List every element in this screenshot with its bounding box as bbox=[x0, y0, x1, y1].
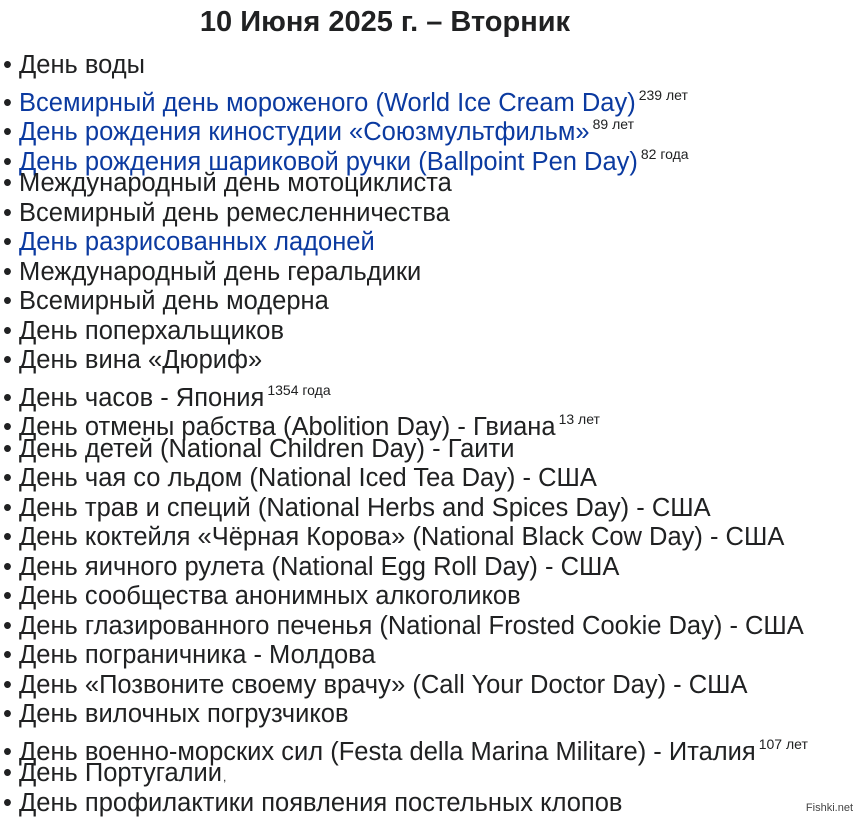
bullet-icon: • bbox=[3, 118, 12, 146]
list-item bbox=[3, 199, 808, 229]
list-item bbox=[3, 317, 808, 347]
holiday-label: Международный день геральдики bbox=[19, 257, 422, 286]
holiday-label: Международный день мотоциклиста bbox=[19, 169, 452, 197]
list-item bbox=[3, 405, 808, 441]
holiday-link[interactable]: День рождения киностудии «Союзмультфильм» bbox=[19, 118, 590, 146]
bullet-icon: • bbox=[3, 316, 12, 345]
holiday-label: День отмены рабства (Abolition Day) - Гвиана bbox=[19, 413, 556, 441]
anniversary-age: 13 лет bbox=[558, 411, 600, 427]
list-item bbox=[3, 730, 808, 766]
anniversary-age: 107 лет bbox=[758, 735, 808, 752]
holiday-label: Всемирный день ремесленничества bbox=[19, 198, 450, 227]
bullet-icon: • bbox=[3, 88, 12, 117]
anniversary-age: 1354 года bbox=[267, 381, 331, 398]
bullet-icon: • bbox=[3, 169, 12, 197]
bullet-icon: • bbox=[3, 670, 12, 699]
list-item bbox=[3, 641, 808, 671]
list-item bbox=[3, 582, 808, 612]
holiday-label: День вина «Дюриф» bbox=[19, 346, 263, 374]
holiday-label: День «Позвоните своему врачу» (Call Your Doctor Day) - США bbox=[19, 670, 748, 699]
watermark: Fishki.net bbox=[805, 802, 853, 814]
holiday-label: День глазированного печенья (National Frosted Cookie Day) - США bbox=[19, 611, 804, 640]
list-item[interactable] bbox=[3, 140, 808, 176]
holiday-label: День яичного рулета (National Egg Roll Day) - США bbox=[19, 552, 620, 581]
list-item bbox=[3, 169, 808, 199]
list-item bbox=[3, 287, 808, 317]
holiday-label: День пограничника - Молдова bbox=[19, 641, 376, 669]
holiday-label: Всемирный день модерна bbox=[19, 287, 329, 315]
list-item bbox=[3, 464, 808, 494]
list-item[interactable] bbox=[3, 228, 808, 258]
list-item bbox=[3, 435, 808, 465]
list-item bbox=[3, 612, 808, 642]
anniversary-age: 89 лет bbox=[592, 116, 634, 132]
list-item bbox=[3, 700, 808, 730]
holiday-label: День коктейля «Чёрная Корова» (National Black Cow Day) - США bbox=[19, 523, 785, 551]
bullet-icon: • bbox=[3, 611, 12, 640]
list-item bbox=[3, 671, 808, 701]
bullet-icon: • bbox=[3, 198, 12, 227]
holiday-link[interactable]: Всемирный день мороженого (World Ice Cream Day) bbox=[19, 88, 636, 117]
holiday-label: День трав и специй (National Herbs and Spices Day) - США bbox=[19, 493, 711, 522]
trailing-mark: , bbox=[223, 770, 227, 784]
bullet-icon: • bbox=[3, 737, 12, 766]
holiday-label: День чая со льдом (National Iced Tea Day) - США bbox=[19, 464, 597, 492]
page-title: 10 Июня 2025 г. – Вторник bbox=[199, 6, 571, 38]
bullet-icon: • bbox=[3, 523, 12, 551]
bullet-icon: • bbox=[3, 464, 12, 492]
list-item[interactable] bbox=[3, 81, 808, 117]
holiday-label: День воды bbox=[19, 51, 145, 79]
bullet-icon: • bbox=[3, 552, 12, 581]
bullet-icon: • bbox=[3, 582, 12, 610]
holiday-label: День вилочных погрузчиков bbox=[19, 700, 349, 728]
list-item[interactable] bbox=[3, 110, 808, 146]
holiday-link[interactable]: День разрисованных ладоней bbox=[19, 228, 375, 256]
holiday-label: День часов - Япония bbox=[19, 383, 265, 412]
list-item bbox=[3, 523, 808, 553]
list-item bbox=[3, 494, 808, 524]
anniversary-age: 239 лет bbox=[638, 86, 688, 103]
bullet-icon: • bbox=[3, 788, 12, 817]
holiday-label: День сообщества анонимных алкоголиков bbox=[19, 582, 521, 610]
bullet-icon: • bbox=[3, 257, 12, 286]
holiday-label: День профилактики появления постельных клопов bbox=[19, 788, 623, 817]
bullet-icon: • bbox=[3, 759, 12, 787]
anniversary-age: 82 года bbox=[640, 145, 689, 162]
bullet-icon: • bbox=[3, 228, 12, 256]
bullet-icon: • bbox=[3, 413, 12, 441]
bullet-icon: • bbox=[3, 493, 12, 522]
list-item bbox=[3, 376, 808, 412]
bullet-icon: • bbox=[3, 51, 12, 79]
holiday-label: День Португалии bbox=[19, 759, 223, 787]
list-item bbox=[3, 346, 808, 376]
holiday-label: День военно-морских сил (Festa della Marina Militare) - Италия bbox=[19, 737, 756, 766]
bullet-icon: • bbox=[3, 287, 12, 315]
holiday-link[interactable]: День рождения шариковой ручки (Ballpoint Pen Day) bbox=[19, 147, 638, 176]
bullet-icon: • bbox=[3, 346, 12, 374]
list-item bbox=[3, 258, 808, 288]
holiday-label: День поперхальщиков bbox=[19, 316, 284, 345]
bullet-icon: • bbox=[3, 434, 12, 463]
bullet-icon: • bbox=[3, 700, 12, 728]
bullet-icon: • bbox=[3, 383, 12, 412]
bullet-icon: • bbox=[3, 147, 12, 176]
holiday-list bbox=[3, 51, 808, 818]
bullet-icon: • bbox=[3, 641, 12, 669]
list-item bbox=[3, 553, 808, 583]
holiday-label: День детей (National Children Day) - Гаити bbox=[19, 434, 515, 463]
list-item bbox=[3, 789, 808, 819]
list-item bbox=[3, 51, 808, 81]
